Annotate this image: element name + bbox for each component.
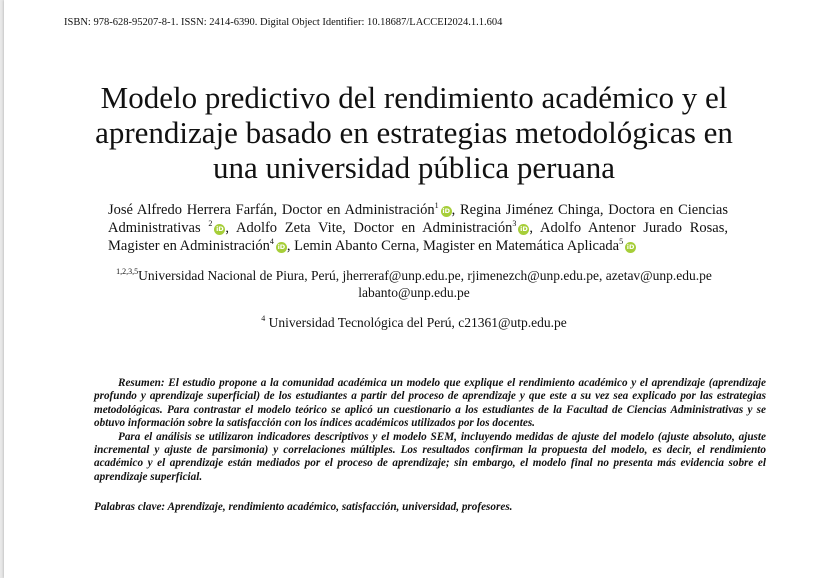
- affiliation-2: [64, 314, 764, 331]
- paper-title: [44, 80, 784, 185]
- affiliation-sup: 1,2,3,5: [116, 267, 139, 276]
- document-page: [4, 0, 819, 578]
- author-name: , Regina Jiménez Chinga, Doctora en Ciencias Administrativas: [108, 202, 729, 236]
- abstract-paragraph: Resumen: El estudio propone a la comunidad académica un modelo que explique el rendimiento académico y el aprendizaje (aprendizaje profundo y aprendizaje superficial) de los estudiantes a partir del proceso de aprendizaje y que este a su vez sea explicado por las estrategias metodológicas. Para contrastar el modelo teórico se aplicó un cuestionario a los estudiantes de la Facultad de Ciencias Administrativas y se obtuvo información sobre la satisfacción con los índices académicos utilizados por los docentes.: [94, 377, 766, 430]
- abstract-paragraph: Para el análisis se utilizaron indicadores descriptivos y el modelo SEM, incluyendo medidas de ajuste del modelo (ajuste absoluto, ajuste incremental y ajuste de parsimonia) y correlaciones múltiples. Los resultados confirman la propuesta del modelo, es decir, el rendimiento académico y el aprendizaje están mediados por el proceso de aprendizaje; sin embargo, el modelo final no presenta más evidencia sobre el aprendizaje superficial.: [94, 430, 766, 483]
- keywords: Palabras clave: Aprendizaje, rendimiento académico, satisfacción, universidad, profesores.: [94, 501, 513, 513]
- author-name: , Adolfo Zeta Vite, Doctor en Administración: [225, 220, 513, 236]
- author-name: José Alfredo Herrera Farfán, Doctor en Administración: [108, 202, 435, 218]
- author-sup: 4: [269, 237, 274, 246]
- affiliation-sup: 4: [261, 314, 266, 323]
- author-sup: 3: [512, 219, 517, 228]
- title-line: Modelo predictivo del rendimiento académico y el: [100, 80, 728, 115]
- author-name: , Adolfo Antenor Jurado Rosas, Magister en Administración: [108, 220, 728, 254]
- orcid-icon[interactable]: iD: [216, 225, 224, 233]
- orcid-icon[interactable]: iD: [626, 243, 635, 251]
- author-sup: 2: [208, 219, 213, 228]
- abstract: [94, 377, 766, 484]
- isbn-header: ISBN: 978-628-95207-8-1. ISSN: 2414-6390. Digital Object Identifier: 10.18687/LACCEI2024.1.1.604: [64, 17, 503, 28]
- orcid-icon[interactable]: iD: [442, 207, 450, 215]
- affiliation-email: labanto@unp.edu.pe: [358, 285, 470, 300]
- author-sup: 1: [434, 201, 439, 210]
- author-sup: 5: [619, 237, 624, 246]
- affiliation-text: Universidad Nacional de Piura, Perú, jherreraf@unp.edu.pe, rjimenezch@unp.edu.pe, azetav@unp.edu.pe: [138, 268, 712, 283]
- title-line: aprendizaje basado en estrategias metodológicas en: [95, 115, 733, 150]
- affiliation-1: [64, 267, 764, 301]
- title-line: una universidad pública peruana: [213, 150, 615, 185]
- affiliation-text: Universidad Tecnológica del Perú, c21361@utp.edu.pe: [265, 315, 567, 330]
- author-list: [108, 201, 728, 255]
- orcid-icon[interactable]: iD: [277, 243, 286, 251]
- orcid-icon[interactable]: iD: [520, 225, 528, 233]
- author-name: , Lemin Abanto Cerna, Magister en Matemática Aplicada: [286, 238, 620, 254]
